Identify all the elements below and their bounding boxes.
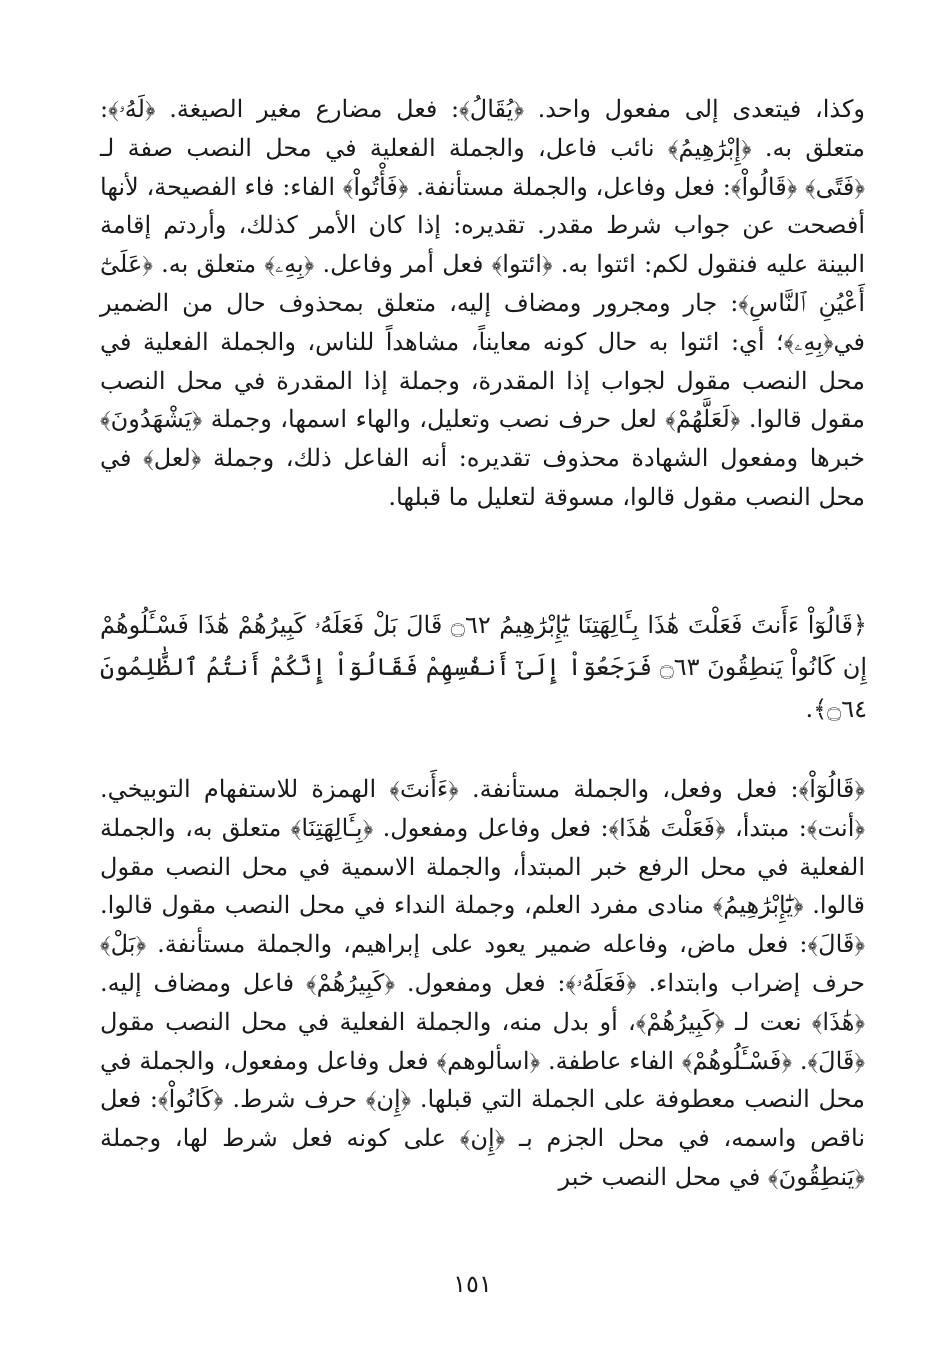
page-number: ١٥١ [453,1270,492,1298]
quran-verse-block: ﴿قَالُوٓاْ ءَأَنتَ فَعَلْتَ هَٰذَا بِـَٔالِهَتِنَا يَٰٓإِبْرَٰهِيمُ ۝٦٢ قَالَ بَلْ فَعَلَهُۥ كَبِيرُهُمْ هَٰذَا فَسْـَٔلُوهُمْ إِن كَانُواْ يَنطِقُونَ ۝٦٣ فَرَجَعُوٓاْ إِلَىٰٓ أَنفُسِهِمْ فَقَالُوٓاْ إِنَّكُمْ أَنتُمُ ٱلظَّٰلِمُونَ ۝٦٤﴾. [100,611,868,723]
commentary-paragraph-2: ﴿قَالُوٓاْ﴾: فعل وفعل، والجملة مستأنفة. ﴿ءَأَنتَ﴾ الهمزة للاستفهام التوبيخي. ﴿أنت﴾: مبتدأ، ﴿فَعَلْتَ هَٰذَا﴾: فعل وفاعل ومفعول. ﴿بِـَٔالِهَتِنَا﴾ متعلق به، والجملة الفعلية في محل الرفع خبر المبتدأ، والجملة الاسمية في محل النصب مقول قالوا. ﴿يَٰٓإِبْرَٰهِيمُ﴾ منادى مفرد العلم، وجملة النداء في محل النصب مقول قالوا. ﴿قَالَ﴾: فعل ماض، وفاعله ضمير يعود على إبراهيم، والجملة مستأنفة. ﴿بَلْ﴾ حرف إضراب وابتداء. ﴿فَعَلَهُۥ﴾: فعل ومفعول. ﴿كَبِيرُهُمْ﴾ فاعل ومضاف إليه. ﴿هَٰذَا﴾ نعت لـ ﴿كَبِيرُهُمْ﴾، أو بدل منه، والجملة الفعلية في محل النصب مقول ﴿قَالَ﴾. ﴿فَسْـَٔلُوهُمْ﴾ الفاء عاطفة. ﴿اسألوهم﴾ فعل وفاعل ومفعول، والجملة في محل النصب معطوفة على الجملة التي قبلها. ﴿إِن﴾ حرف شرط. ﴿كَانُواْ﴾: فعل ناقص واسمه، في محل الجزم بـ ﴿إِن﴾ على كونه فعل شرط لها، وجملة ﴿يَنطِقُونَ﴾ في محل النصب خبر [100,775,865,1191]
commentary-paragraph-1: وكذا، فيتعدى إلى مفعول واحد. ﴿يُقَالُ﴾: فعل مضارع مغير الصيغة. ﴿لَهُۥ﴾: متعلق به. ﴿إِبْرَٰهِيمُ﴾ نائب فاعل، والجملة الفعلية في محل النصب صفة لـ ﴿فَتًى﴾ ﴿قَالُواْ﴾: فعل وفاعل، والجملة مستأنفة. ﴿فَأْتُواْ﴾ الفاء: فاء الفصيحة، لأنها أفصحت عن جواب شرط مقدر. تقديره: إذا كان الأمر كذلك، وأردتم إقامة البينة عليه فنقول لكم: ائتوا به. ﴿ائتوا﴾ فعل أمر وفاعل. ﴿بِهِۦ﴾ متعلق به. ﴿عَلَىٰٓ أَعْيُنِ ٱلنَّاسِ﴾: جار ومجرور ومضاف إليه، متعلق بمحذوف حال من الضمير في﴿بِهِۦ﴾؛ أي: ائتوا به حال كونه معايناً، مشاهداً للناس، والجملة الفعلية في محل النصب مقول لجواب إذا المقدرة، وجملة إذا المقدرة في محل النصب مقول قالوا. ﴿لَعَلَّهُمْ﴾ لعل حرف نصب وتعليل، والهاء اسمها، وجملة ﴿يَشْهَدُونَ﴾ خبرها ومفعول الشهادة محذوف تقديره: أنه الفاعل ذلك، وجملة ﴿لعل﴾ في محل النصب مقول قالوا، مسوقة لتعليل ما قبلها. [100,95,865,511]
